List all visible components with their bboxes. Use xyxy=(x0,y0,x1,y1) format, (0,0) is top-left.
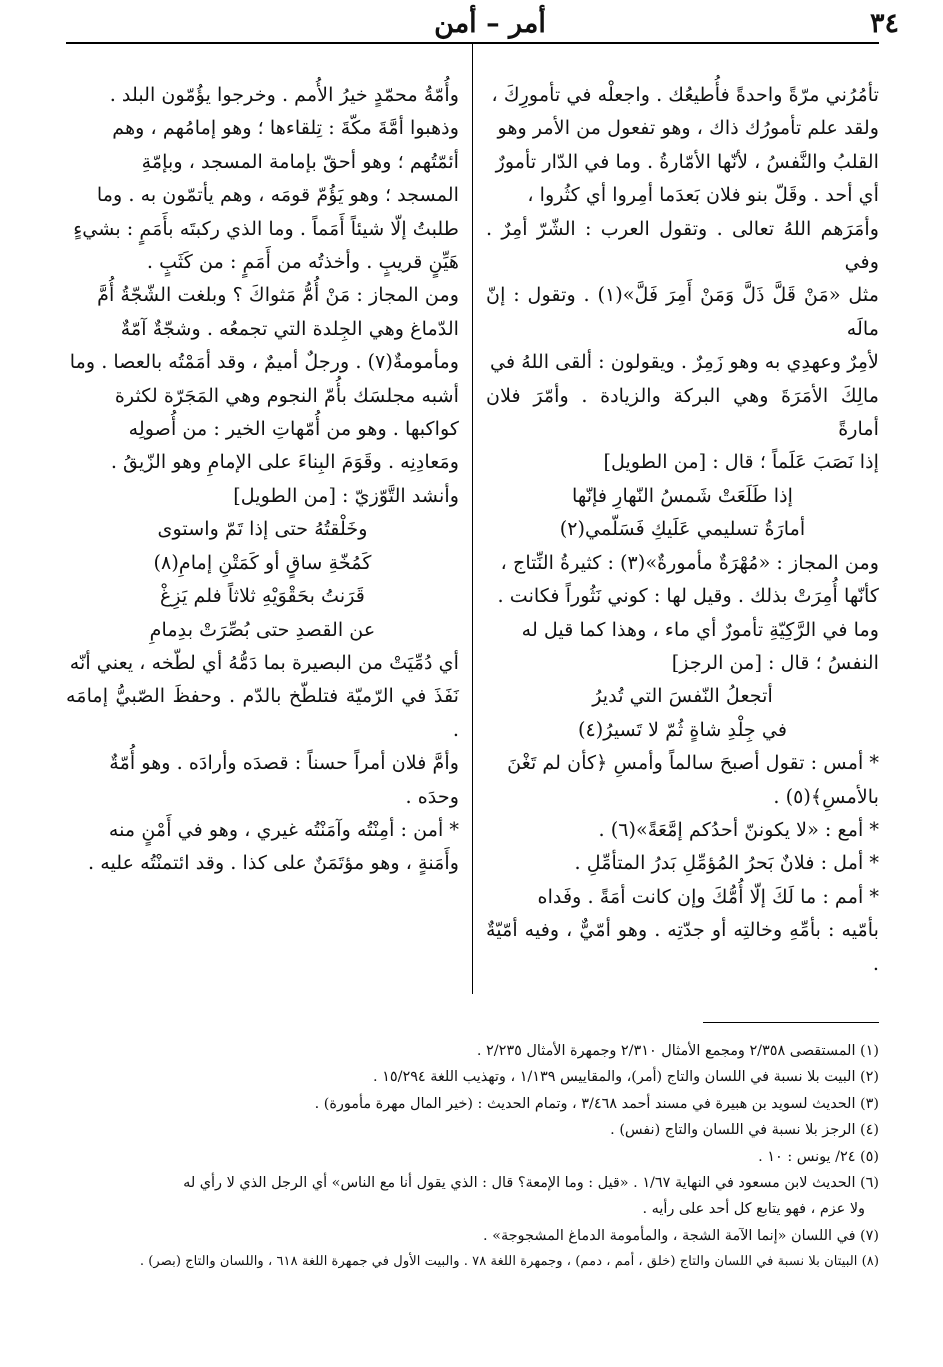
verse-line: في جِلْدِ شاةٍ ثُمّ لا تَسيرُ(٤) xyxy=(577,717,788,741)
verse-line: قَرَنتُ بحَقْوَيْهِ ثلاثاً فلم يَزِغْ xyxy=(160,584,365,608)
footnote: (٣) الحديث لسويد بن هبيرة في مسند أحمد ٣/٤٦٨ ، وتمام الحديث : (خير المال مهرة مأمورة) . xyxy=(314,1095,879,1112)
footnote-continuation: ولا عزم ، فهو يتابع كل أحد على رأيه . xyxy=(642,1201,865,1218)
verse-line: كَمُخّةِ ساقٍ أو كَمَتْنِ إمامِ(٨) xyxy=(153,550,372,574)
text-line: وأُمّةُ محمّدٍ خيرُ الأُمم . وخرجوا يؤُمّون البلد . xyxy=(109,83,459,106)
footnote: (٨) البيتان بلا نسبة في اللسان والتاج (خلق ، أمم ، دمم) ، وجمهرة اللغة ٧٨ . والبيت الأول في جمهرة اللغة ٦١٨ ، واللسان والتاج (بصر) . xyxy=(139,1254,879,1270)
text-line: ولقد علم تأمورُك ذاك ، وهو تفعول من الأمر وهو xyxy=(497,116,879,140)
text-line: * أمم : ما لَكَ إلّا أُمُّكَ وإن كانت أمَةً . وفَداه xyxy=(537,884,879,908)
verse-line: أمارَةُ تسليمي عَلَيكِ فَسَلّمي(٢) xyxy=(559,517,806,541)
text-line: بأمّيه : بأمِّهِ وخالتِه أو جدّتِه . وهو أمّيٌّ ، وفيه أمّيّةٌ . xyxy=(486,918,879,975)
verse-line: عن القصدِ حتى بُصِّرَتْ بدِمامِ xyxy=(149,617,376,641)
text-line: أي دُمِّيَتْ من البصيرة بما دَمُّهُ أي لطّخه ، يعني أنّه xyxy=(69,650,459,674)
text-line: وأَمَنةٍ ، وهو مؤتَمَنٌ على كذا . وقد ائتمنْتُه عليه . xyxy=(88,851,459,875)
text-line: ومَعادِنِه . وقَوَمَ البِناءَ على الإمامِ وهو الزّيقُ . xyxy=(110,450,459,474)
footnote: (٢) البيت بلا نسبة في اللسان والتاج (أمر)، والمقاييس ١/١٣٩ ، وتهذيب اللغة ١٥/٢٩٤ . xyxy=(373,1069,879,1086)
text-line: ومن المجاز : «مُهْرَةٌ مأمورةٌ»(٣) : كثيرةُ النِّتاج ، xyxy=(500,550,879,574)
footnote: (٦) الحديث لابن مسعود في النهاية ١/٦٧ . «قيل : وما الإمعة؟ قال : الذي يقول أنا مع الناس» أي الرجل الذي لا رأي له xyxy=(183,1175,879,1192)
text-line: تأمُرُني مرّةً واحدةً فأُطيعُك . واجعلْه في تأمورِكَ ، xyxy=(491,83,879,106)
text-line: كأنّها أُمِرَتْ بذلك . وقيل لها : كوني نَثُوراً فكانت . xyxy=(497,584,879,608)
text-line: أئمّتُهم ؛ وهو أحقّ بإمامة المسجد ، وبإمّةِ xyxy=(141,149,459,173)
text-line: * أمل : فلانٌ بَحرُ المُؤمِّلِ بَدرُ المتأمِّلِ . xyxy=(574,851,879,875)
text-line: * أمن : أمِنْتُه وآمَنْتُه غيري ، وهو في أَمْنٍ منه xyxy=(108,817,459,841)
text-line: * أمس : تقول أصبحَ سالماً وأمسِ ﴿كأن لم تَغْنَ xyxy=(507,751,879,775)
text-line: وحدَه . xyxy=(405,784,459,808)
text-line: وأمَرَهم اللهُ تعالى . وتقول العرب : الشّرّ أمِرٌ . وفي xyxy=(486,216,879,274)
text-line: طلبتُ إلّا شيئاً أَمَماً . وما الذي ركبتَه بأَمَمٍ : بشيءٍ xyxy=(73,216,459,240)
text-line: أي أحد . وقَلّ بنو فلان بَعدَما أمِروا أي كثُروا ، xyxy=(527,183,879,207)
footnote: (٤) الرجز بلا نسبة في اللسان والتاج (نفس) . xyxy=(610,1122,879,1139)
page-number: ٣٤ xyxy=(869,8,899,39)
text-line: ومأمومةٌ(٧) . ورجلٌ أميمٌ ، وقد أمَمْتُه بالعصا . وما xyxy=(69,350,459,374)
text-line: بالأمسِ﴾(٥) . xyxy=(773,784,879,808)
text-line: وما في الرَّكِيّةِ تأمورٌ أي ماء ، وهذا كما قيل له xyxy=(521,617,879,641)
text-line: إذا نَصَبَ عَلَماً ؛ قال : [من الطويل] xyxy=(603,450,879,474)
right-column xyxy=(486,78,879,980)
verse-line: إذا طَلَعَتْ شَمسُ النّهارِ فإنّها xyxy=(572,483,793,507)
text-line: وأنشد التَّوّزيّ : [من الطويل] xyxy=(233,483,459,507)
text-line: النفسُ ؛ قال : [من الرجز] xyxy=(671,650,879,674)
text-line: كواكبها . وهو من أُمّهاتِ الخير : من أُصولِه xyxy=(128,417,459,441)
column-divider xyxy=(472,44,473,994)
text-line: المسجد ؛ وهو يَؤُمّ قومَه ، وهم يأتمّون به . وما xyxy=(96,183,459,207)
text-line: هَيِّنٍ قريبٍ . وأخذتُه من أَمَمٍ : من كَثَبٍ . xyxy=(146,250,459,274)
text-line: ومن المجاز : مَنْ أُمُّ مَثواكَ ؟ وبلغت الشّجّةُ أُمَّ xyxy=(97,283,459,307)
text-line: نَفَذَ في الرّميّة فتلطّخ بالدّم . وحفظَ الصّبيُّ إمامَه . xyxy=(66,684,459,741)
text-line: القلبُ والنَّفسُ ، لأنّها الأمّارةُ . وما في الدّار تأمورٌ xyxy=(495,149,879,173)
text-line: أشبه مجلسَك بأُمّ النجوم وهي المَجَرّة لكثرة xyxy=(114,383,459,407)
text-line: وأمَّ فلان أمراً حسناً : قصدَه وأرادَه . وهو أُمّةٌ xyxy=(109,751,459,775)
text-line: الدّماغ وهي الجِلدة التي تجمعُه . وشجّةٌ آمّةٌ xyxy=(120,316,459,340)
footnote: (٧) في اللسان «إنما الآمة الشجة ، والمأمومة الدماغ المشجوجة» . xyxy=(482,1227,879,1244)
left-column xyxy=(66,78,459,880)
text-line: * أمع : «لا يكوننّ أحدُكم إمَّعَةً»(٦) . xyxy=(598,817,879,841)
text-line: لأمِرٌ وعهدِي به وهو زَمِرٌ . ويقولون : ألقى اللهُ في xyxy=(490,350,879,374)
verse-line: وخَلْقتُهُ حتى إذا تَمّ واستوى xyxy=(157,517,368,541)
footnote: (٥) ٢٤/ يونس : ١٠ . xyxy=(758,1148,879,1165)
footnotes xyxy=(66,1038,879,1276)
footnote-rule xyxy=(703,1022,879,1023)
text-line: مالِكَ الأمَرَةَ وهي البركة والزيادة . وأمّرَ فلان أمارةً xyxy=(486,383,879,441)
entry-range-header: أمر – أمن xyxy=(434,8,546,39)
footnote: (١) المستقصى ٢/٣٥٨ ومجمع الأمثال ٢/٣١٠ وجمهرة الأمثال ٢/٢٣٥ . xyxy=(476,1043,879,1059)
text-line: مثل «مَنْ قَلَّ ذَلَّ وَمَنْ أَمِرَ فَلَّ»(١) . وتقول : إنّ مالَه xyxy=(486,283,879,340)
text-line: وذهبوا أمَّةَ مكّةَ : تِلقاءها ؛ وهو إمامُهم ، وهم xyxy=(112,116,459,140)
verse-line: أتجعلُ النّفسَ التي تُديرُ xyxy=(592,684,773,708)
